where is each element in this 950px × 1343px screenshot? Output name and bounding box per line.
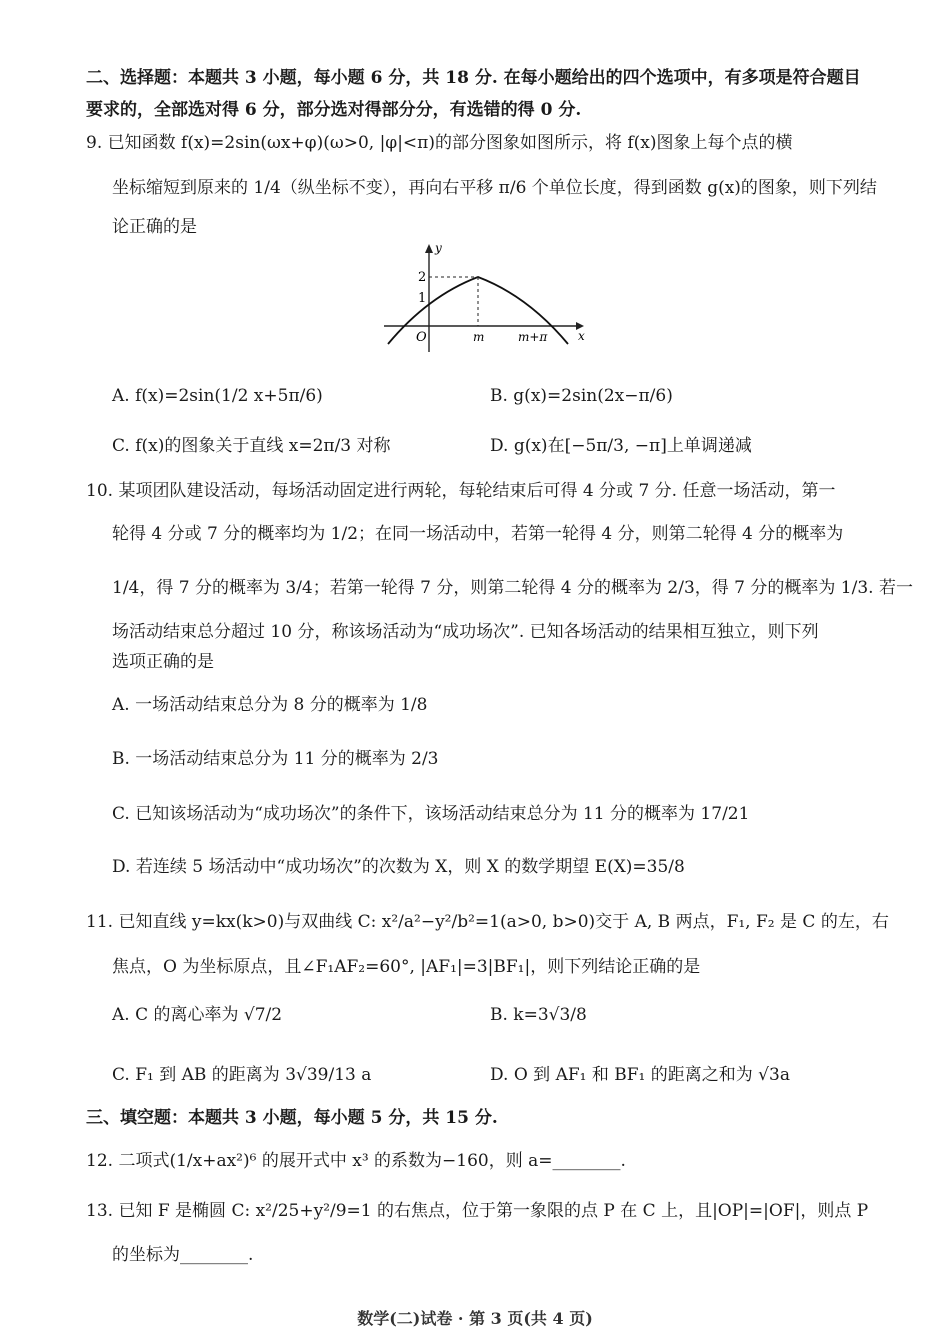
q9-option-b: B. g(x)=2sin(2x−π/6) <box>490 386 673 406</box>
q10-option-a: A. 一场活动结束总分为 8 分的概率为 1/8 <box>112 695 428 715</box>
q10-option-d: D. 若连续 5 场活动中“成功场次”的次数为 X，则 X 的数学期望 E(X)=35/8 <box>112 857 685 877</box>
q9-sine-graph <box>378 240 588 355</box>
q9-option-c: C. f(x)的图象关于直线 x=2π/3 对称 <box>112 436 391 456</box>
q9-option-a: A. f(x)=2sin(1/2 x+5π/6) <box>112 386 323 406</box>
y-axis-arrow-icon <box>425 244 433 253</box>
section2-header-line1: 二、选择题：本题共 3 小题，每小题 6 分，共 18 分. 在每小题给出的四个选项中，有多项是符合题目 <box>86 68 861 88</box>
q10-line3: 1/4，得 7 分的概率为 3/4；若第一轮得 7 分，则第二轮得 4 分的概率为 2/3，得 7 分的概率为 1/3. 若一 <box>112 578 913 598</box>
q13-line1: 13. 已知 F 是椭圆 C: x²/25+y²/9=1 的右焦点，位于第一象限的点 P 在 C 上，且|OP|=|OF|，则点 P <box>86 1201 869 1221</box>
page-footer: 数学(二)试卷 · 第 3 页(共 4 页) <box>357 1309 593 1328</box>
q9-line3: 论正确的是 <box>112 217 197 237</box>
q9-option-d: D. g(x)在[−5π/3, −π]上单调递减 <box>490 436 752 456</box>
q10-option-c: C. 已知该场活动为“成功场次”的条件下，该场活动结束总分为 11 分的概率为 17/21 <box>112 804 750 824</box>
section2-header-line2: 要求的，全部选对得 6 分，部分选对得部分分，有选错的得 0 分. <box>86 100 582 120</box>
y-label: y <box>435 241 442 255</box>
q13-line2: 的坐标为________. <box>112 1245 254 1265</box>
q11-line2: 焦点，O 为坐标原点，且∠F₁AF₂=60°, |AF₁|=3|BF₁|，则下列结论正确的是 <box>112 957 701 977</box>
tick-label-1: 1 <box>418 291 427 306</box>
q11-option-c: C. F₁ 到 AB 的距离为 3√39/13 a <box>112 1065 372 1085</box>
q10-line4: 场活动结束总分超过 10 分，称该场活动为“成功场次”. 已知各场活动的结果相互独立，则下列 <box>112 622 819 642</box>
q10-line2: 轮得 4 分或 7 分的概率均为 1/2；在同一场活动中，若第一轮得 4 分，则第二轮得 4 分的概率为 <box>112 524 844 544</box>
origin-label: O <box>416 330 427 345</box>
q9-line2: 坐标缩短到原来的 1/4（纵坐标不变），再向右平移 π/6 个单位长度，得到函数 g(x)的图象，则下列结 <box>112 178 877 198</box>
x-label: x <box>578 329 585 343</box>
tick-label-m-plus-pi: m+π <box>518 330 548 344</box>
q12-line1: 12. 二项式(1/x+ax²)⁶ 的展开式中 x³ 的系数为−160，则 a=________. <box>86 1151 626 1171</box>
tick-label-m: m <box>473 330 485 344</box>
section3-header: 三、填空题：本题共 3 小题，每小题 5 分，共 15 分. <box>86 1108 498 1128</box>
q9-line1: 9. 已知函数 f(x)=2sin(ωx+φ)(ω>0, |φ|<π)的部分图象如图所示，将 f(x)图象上每个点的横 <box>86 133 793 153</box>
q11-option-a: A. C 的离心率为 √7/2 <box>112 1005 283 1025</box>
q10-line1: 10. 某项团队建设活动，每场活动固定进行两轮，每轮结束后可得 4 分或 7 分. 任意一场活动，第一 <box>86 481 836 501</box>
q11-option-d: D. O 到 AF₁ 和 BF₁ 的距离之和为 √3a <box>490 1065 790 1085</box>
q10-line5: 选项正确的是 <box>112 652 214 672</box>
tick-label-2: 2 <box>418 270 427 285</box>
q10-option-b: B. 一场活动结束总分为 11 分的概率为 2/3 <box>112 749 439 769</box>
q11-line1: 11. 已知直线 y=kx(k>0)与双曲线 C: x²/a²−y²/b²=1(a>0, b>0)交于 A, B 两点，F₁, F₂ 是 C 的左，右 <box>86 912 889 932</box>
q11-option-b: B. k=3√3/8 <box>490 1005 587 1025</box>
